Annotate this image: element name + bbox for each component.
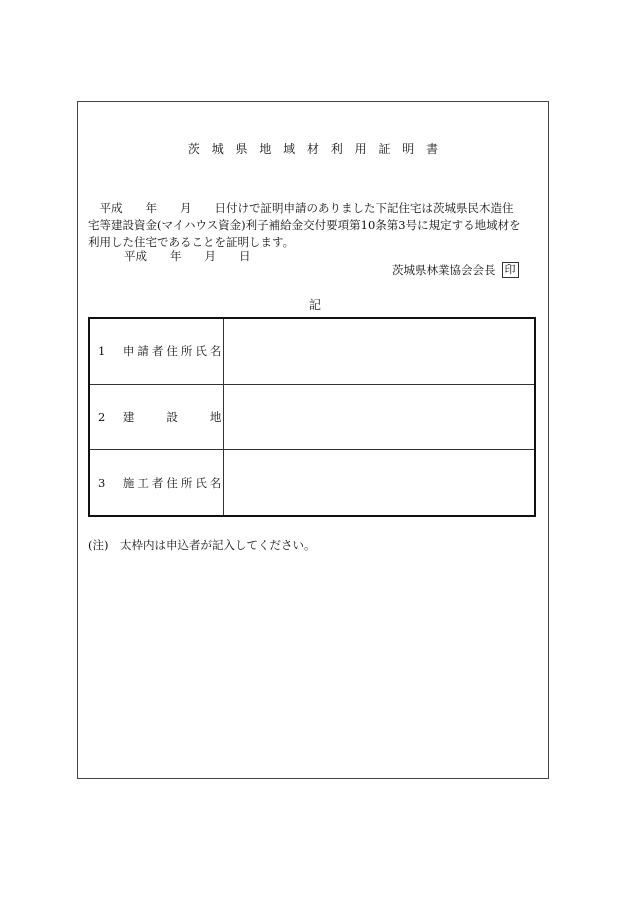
issuer-block [392, 262, 519, 278]
document-title: 茨 城 県 地 域 材 利 用 証 明 書 [187, 142, 443, 156]
issue-date-line: 平成 年 月 日 [124, 249, 251, 263]
table-row [90, 385, 534, 451]
ki-heading: 記 [308, 298, 321, 312]
certification-line: 利用した住宅であることを証明します。 [88, 235, 295, 249]
row-label-applicant: 1 申請者住所氏名 [90, 319, 224, 384]
certification-line: 平成 年 月 日付けで証明申請のありました下記住宅は茨城県民木造住 [88, 201, 514, 215]
footnote: (注) 太枠内は申込者が記入してください。 [88, 538, 316, 552]
seal-mark: 印 [502, 262, 519, 278]
record-table [88, 317, 536, 517]
row-value-builder[interactable] [224, 450, 534, 515]
certification-line: 宅等建設資金(マイハウス資金)利子補給金交付要項第10条第3号に規定する地域材を [88, 218, 521, 232]
row-label-builder: 3 施工者住所氏名 [90, 450, 224, 515]
issuer-name: 茨城県林業協会会長 [392, 263, 496, 277]
table-row [90, 450, 534, 515]
table-row [90, 319, 534, 385]
row-value-construction-site[interactable] [224, 385, 534, 450]
row-value-applicant[interactable] [224, 319, 534, 384]
row-label-construction-site: 2 建 設 地 [90, 385, 224, 450]
certification-text [88, 200, 540, 251]
